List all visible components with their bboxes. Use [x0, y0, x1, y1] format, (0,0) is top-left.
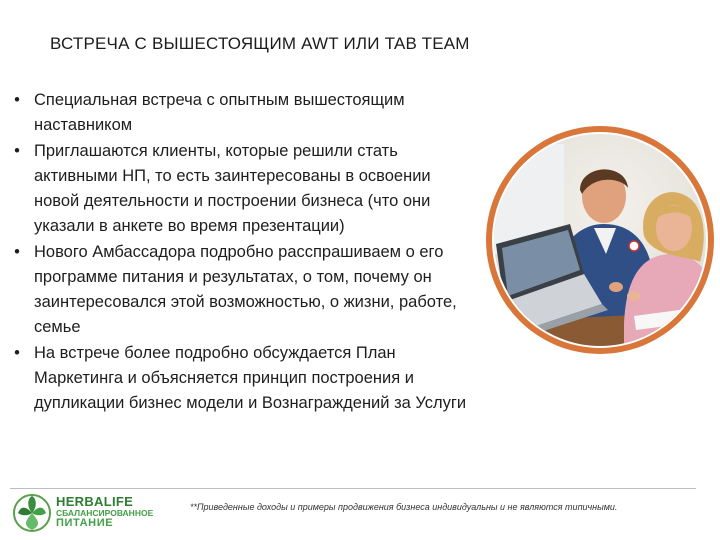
- logo-tagline-1: СБАЛАНСИРОВАННОЕ: [56, 508, 154, 518]
- logo-name: HERBALIFE: [56, 494, 134, 509]
- herbalife-leaf-logo-icon: [12, 492, 52, 534]
- circular-photo: [484, 124, 716, 356]
- herbalife-logo: [12, 492, 182, 536]
- bullet-item: [10, 139, 470, 239]
- bullet-marker: •: [14, 142, 20, 160]
- bullet-text: На встрече более подробно обсуждается План Маркетинга и объясняется принцип построения и дупликации бизнес модели и Вознаграждений за Услуги: [34, 344, 467, 412]
- disclaimer-note: **Приведенные доходы и примеры продвижения бизнеса индивидуальны и не являются типичными.: [190, 502, 618, 512]
- slide-title: ВСТРЕЧА С ВЫШЕСТОЯЩИМ AWT ИЛИ TAB TEAM: [50, 34, 470, 53]
- bullet-item: [10, 341, 470, 416]
- bullet-marker: •: [14, 344, 20, 362]
- logo-tagline-2: ПИТАНИЕ: [56, 517, 114, 529]
- people-at-laptop-photo: [484, 124, 716, 356]
- bullet-marker: •: [14, 91, 20, 109]
- bullet-item: [10, 240, 470, 340]
- bullet-text: Нового Амбассадора подробно расспрашиваем о его программе питания и результатах, о том, почему он заинтересовался этой возможностью, о жизни, работе, семье: [34, 243, 457, 336]
- bullet-text: Приглашаются клиенты, которые решили стать активными НП, то есть заинтересованы в освоении новой деятельности и построении бизнеса (что они указали в анкете во время презентации): [34, 142, 431, 235]
- bullet-item: [10, 88, 470, 138]
- bullet-text: Специальная встреча с опытным вышестоящим наставником: [34, 91, 405, 134]
- bullet-marker: •: [14, 243, 20, 261]
- footer-divider: [10, 488, 696, 489]
- bullet-list: [10, 88, 470, 417]
